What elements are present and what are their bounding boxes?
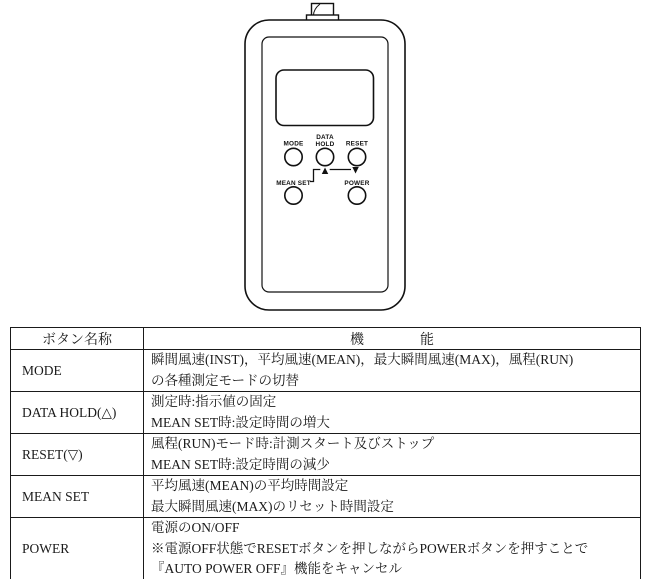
function-cell xyxy=(144,350,641,392)
function-cell xyxy=(144,476,641,518)
function-cell xyxy=(144,518,641,579)
table-row xyxy=(11,518,641,579)
data-hold-button-circle xyxy=(316,148,333,165)
table-row xyxy=(11,350,641,392)
function-line: MEAN SET時:設定時間の増大 xyxy=(151,414,330,430)
data-hold-button-label-line1: DATA xyxy=(316,133,334,141)
function-line: MEAN SET時:設定時間の減少 xyxy=(151,456,330,472)
reset-button-label: RESET xyxy=(345,140,369,148)
button-name-cell: DATA HOLD(△) xyxy=(11,392,144,434)
function-line: 風程(RUN)モード時:計測スタート及びストップ xyxy=(151,436,435,451)
data-hold-button-label-line2: HOLD xyxy=(315,141,335,148)
table-row xyxy=(11,476,641,518)
mean-set-button-circle xyxy=(285,187,302,204)
header-button-name: ボタン名称 xyxy=(11,328,144,350)
function-line: 最大瞬間風速(MAX)のリセット時間設定 xyxy=(151,498,394,514)
function-line: 測定時:指示値の固定 xyxy=(151,394,277,409)
power-button-circle xyxy=(348,187,365,204)
button-name-cell: POWER xyxy=(11,518,144,579)
power-button-label: POWER xyxy=(344,179,370,187)
function-table xyxy=(10,327,641,579)
down-triangle-marker-icon: ▼ xyxy=(352,165,359,176)
table-row xyxy=(11,392,641,434)
button-name-cell: RESET(▽) xyxy=(11,434,144,476)
function-line: 『AUTO POWER OFF』機能をキャンセル xyxy=(151,561,403,576)
function-line: の各種測定モードの切替 xyxy=(151,372,299,388)
up-triangle-marker-icon: ▲ xyxy=(321,166,329,177)
table-header-row xyxy=(11,328,641,350)
mean-set-button-label: MEAN SET xyxy=(276,179,311,187)
button-name-cell: MEAN SET xyxy=(11,476,144,518)
header-function: 機 能 xyxy=(144,328,641,350)
function-line: ※電源OFF状態でRESETボタンを押しながらPOWERボタンを押すことで xyxy=(151,540,589,556)
function-line: 電源のON/OFF xyxy=(151,520,240,535)
mode-button-label: MODE xyxy=(283,140,304,148)
table-row xyxy=(11,434,641,476)
reset-button-circle xyxy=(348,148,365,165)
mode-button-circle xyxy=(285,148,302,165)
lcd-display xyxy=(276,70,374,126)
function-line: 平均風速(MEAN)の平均時間設定 xyxy=(151,478,349,493)
button-name-cell: MODE xyxy=(11,350,144,392)
function-cell xyxy=(144,392,641,434)
function-cell xyxy=(144,434,641,476)
function-line: 瞬間風速(INST)，平均風速(MEAN)，最大瞬間風速(MAX)，風程(RUN) xyxy=(151,352,574,367)
